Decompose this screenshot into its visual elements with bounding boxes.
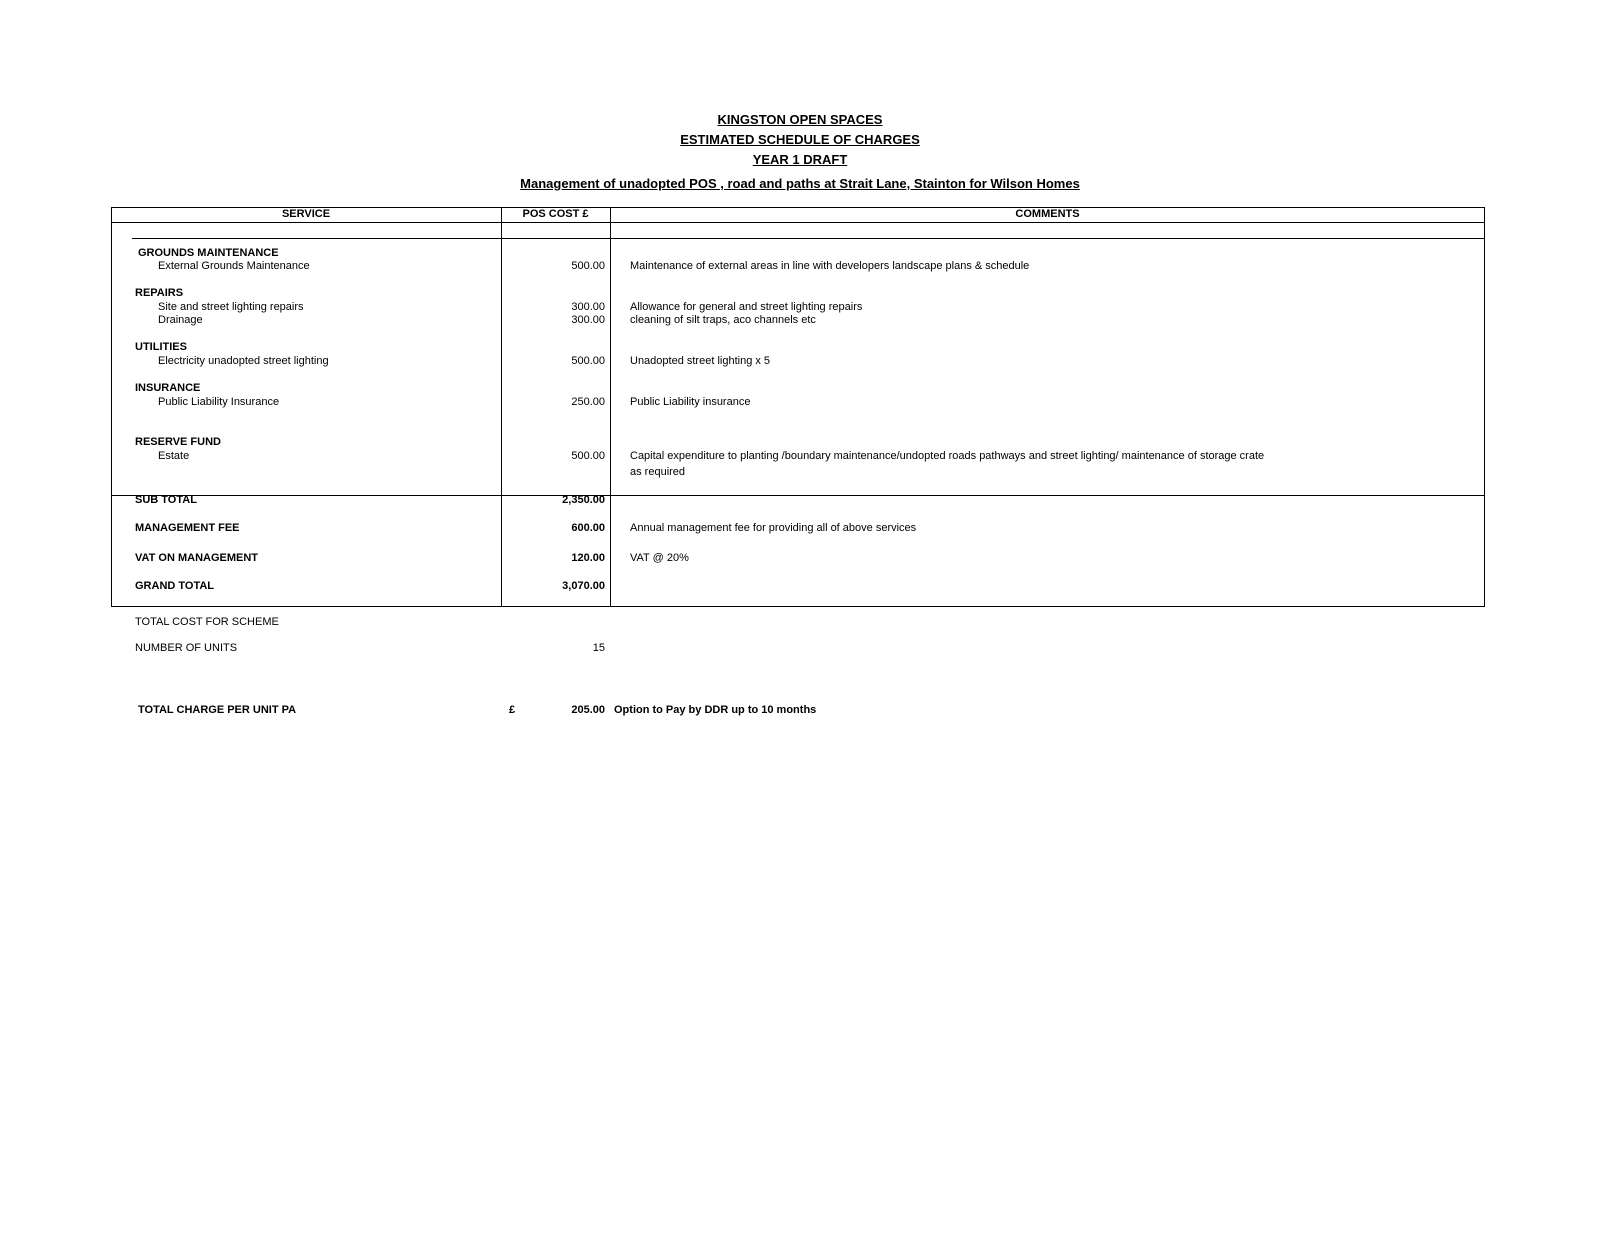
units-label: NUMBER OF UNITS xyxy=(135,642,238,654)
currency-symbol: £ xyxy=(509,704,516,716)
column-header-cost: POS COST £ xyxy=(522,208,589,220)
item-label: Electricity unadopted street lighting xyxy=(158,355,329,367)
charge-per-unit-label: TOTAL CHARGE PER UNIT PA xyxy=(138,704,297,716)
item-label: Estate xyxy=(158,450,190,462)
column-header-service: SERVICE xyxy=(281,208,331,220)
item-comment: Maintenance of external areas in line with developers landscape plans & schedule xyxy=(630,260,1030,272)
header-underline xyxy=(132,238,1485,239)
item-comment: Public Liability insurance xyxy=(630,396,751,408)
item-comment: Allowance for general and street lighting repairs xyxy=(630,301,863,313)
section-heading: RESERVE FUND xyxy=(135,436,221,448)
charge-per-unit-value: 205.00 xyxy=(571,704,605,716)
item-cost: 500.00 xyxy=(571,450,605,462)
management-fee-value: 600.00 xyxy=(571,522,605,534)
title-subtitle: Management of unadopted POS , road and paths at Strait Lane, Stainton for Wilson Homes xyxy=(520,176,1080,191)
management-fee-comment: Annual management fee for providing all of above services xyxy=(630,522,917,534)
vat-comment: VAT @ 20% xyxy=(630,552,689,564)
section-heading: UTILITIES xyxy=(135,341,187,353)
item-label: External Grounds Maintenance xyxy=(158,260,310,272)
comments-column-divider xyxy=(610,207,611,607)
item-label: Drainage xyxy=(158,314,203,326)
section-heading: REPAIRS xyxy=(135,287,184,299)
header-divider xyxy=(111,222,1485,223)
title-company: KINGSTON OPEN SPACES xyxy=(717,112,883,127)
title-schedule: ESTIMATED SCHEDULE OF CHARGES xyxy=(680,132,920,147)
subtotal-divider xyxy=(111,495,1485,496)
vat-value: 120.00 xyxy=(571,552,605,564)
management-fee-label: MANAGEMENT FEE xyxy=(135,522,240,534)
vat-label: VAT ON MANAGEMENT xyxy=(135,552,259,564)
cost-column-divider xyxy=(501,207,502,607)
grand-total-label: GRAND TOTAL xyxy=(135,580,215,592)
item-comment: Unadopted street lighting x 5 xyxy=(630,355,771,367)
section-heading: GROUNDS MAINTENANCE xyxy=(138,247,279,259)
item-cost: 500.00 xyxy=(571,260,605,272)
subtotal-value: 2,350.00 xyxy=(562,494,605,506)
grand-total-value: 3,070.00 xyxy=(562,580,605,592)
item-cost: 300.00 xyxy=(571,314,605,326)
total-cost-label: TOTAL COST FOR SCHEME xyxy=(135,616,279,628)
units-value: 15 xyxy=(592,642,605,654)
item-cost: 300.00 xyxy=(571,301,605,313)
item-label: Site and street lighting repairs xyxy=(158,301,304,313)
item-label: Public Liability Insurance xyxy=(158,396,280,408)
item-cost: 500.00 xyxy=(571,355,605,367)
item-comment: cleaning of silt traps, aco channels etc xyxy=(630,314,816,326)
payment-option-note: Option to Pay by DDR up to 10 months xyxy=(614,704,817,716)
title-draft: YEAR 1 DRAFT xyxy=(752,152,848,167)
column-header-comments: COMMENTS xyxy=(1015,208,1080,220)
subtotal-label: SUB TOTAL xyxy=(135,494,197,506)
item-comment: Capital expenditure to planting /boundary maintenance/undopted roads pathways and street lighting/ maintenance of storage crate xyxy=(630,450,1265,462)
item-comment-continued: as required xyxy=(630,466,686,478)
section-heading: INSURANCE xyxy=(135,382,201,394)
item-cost: 250.00 xyxy=(571,396,605,408)
